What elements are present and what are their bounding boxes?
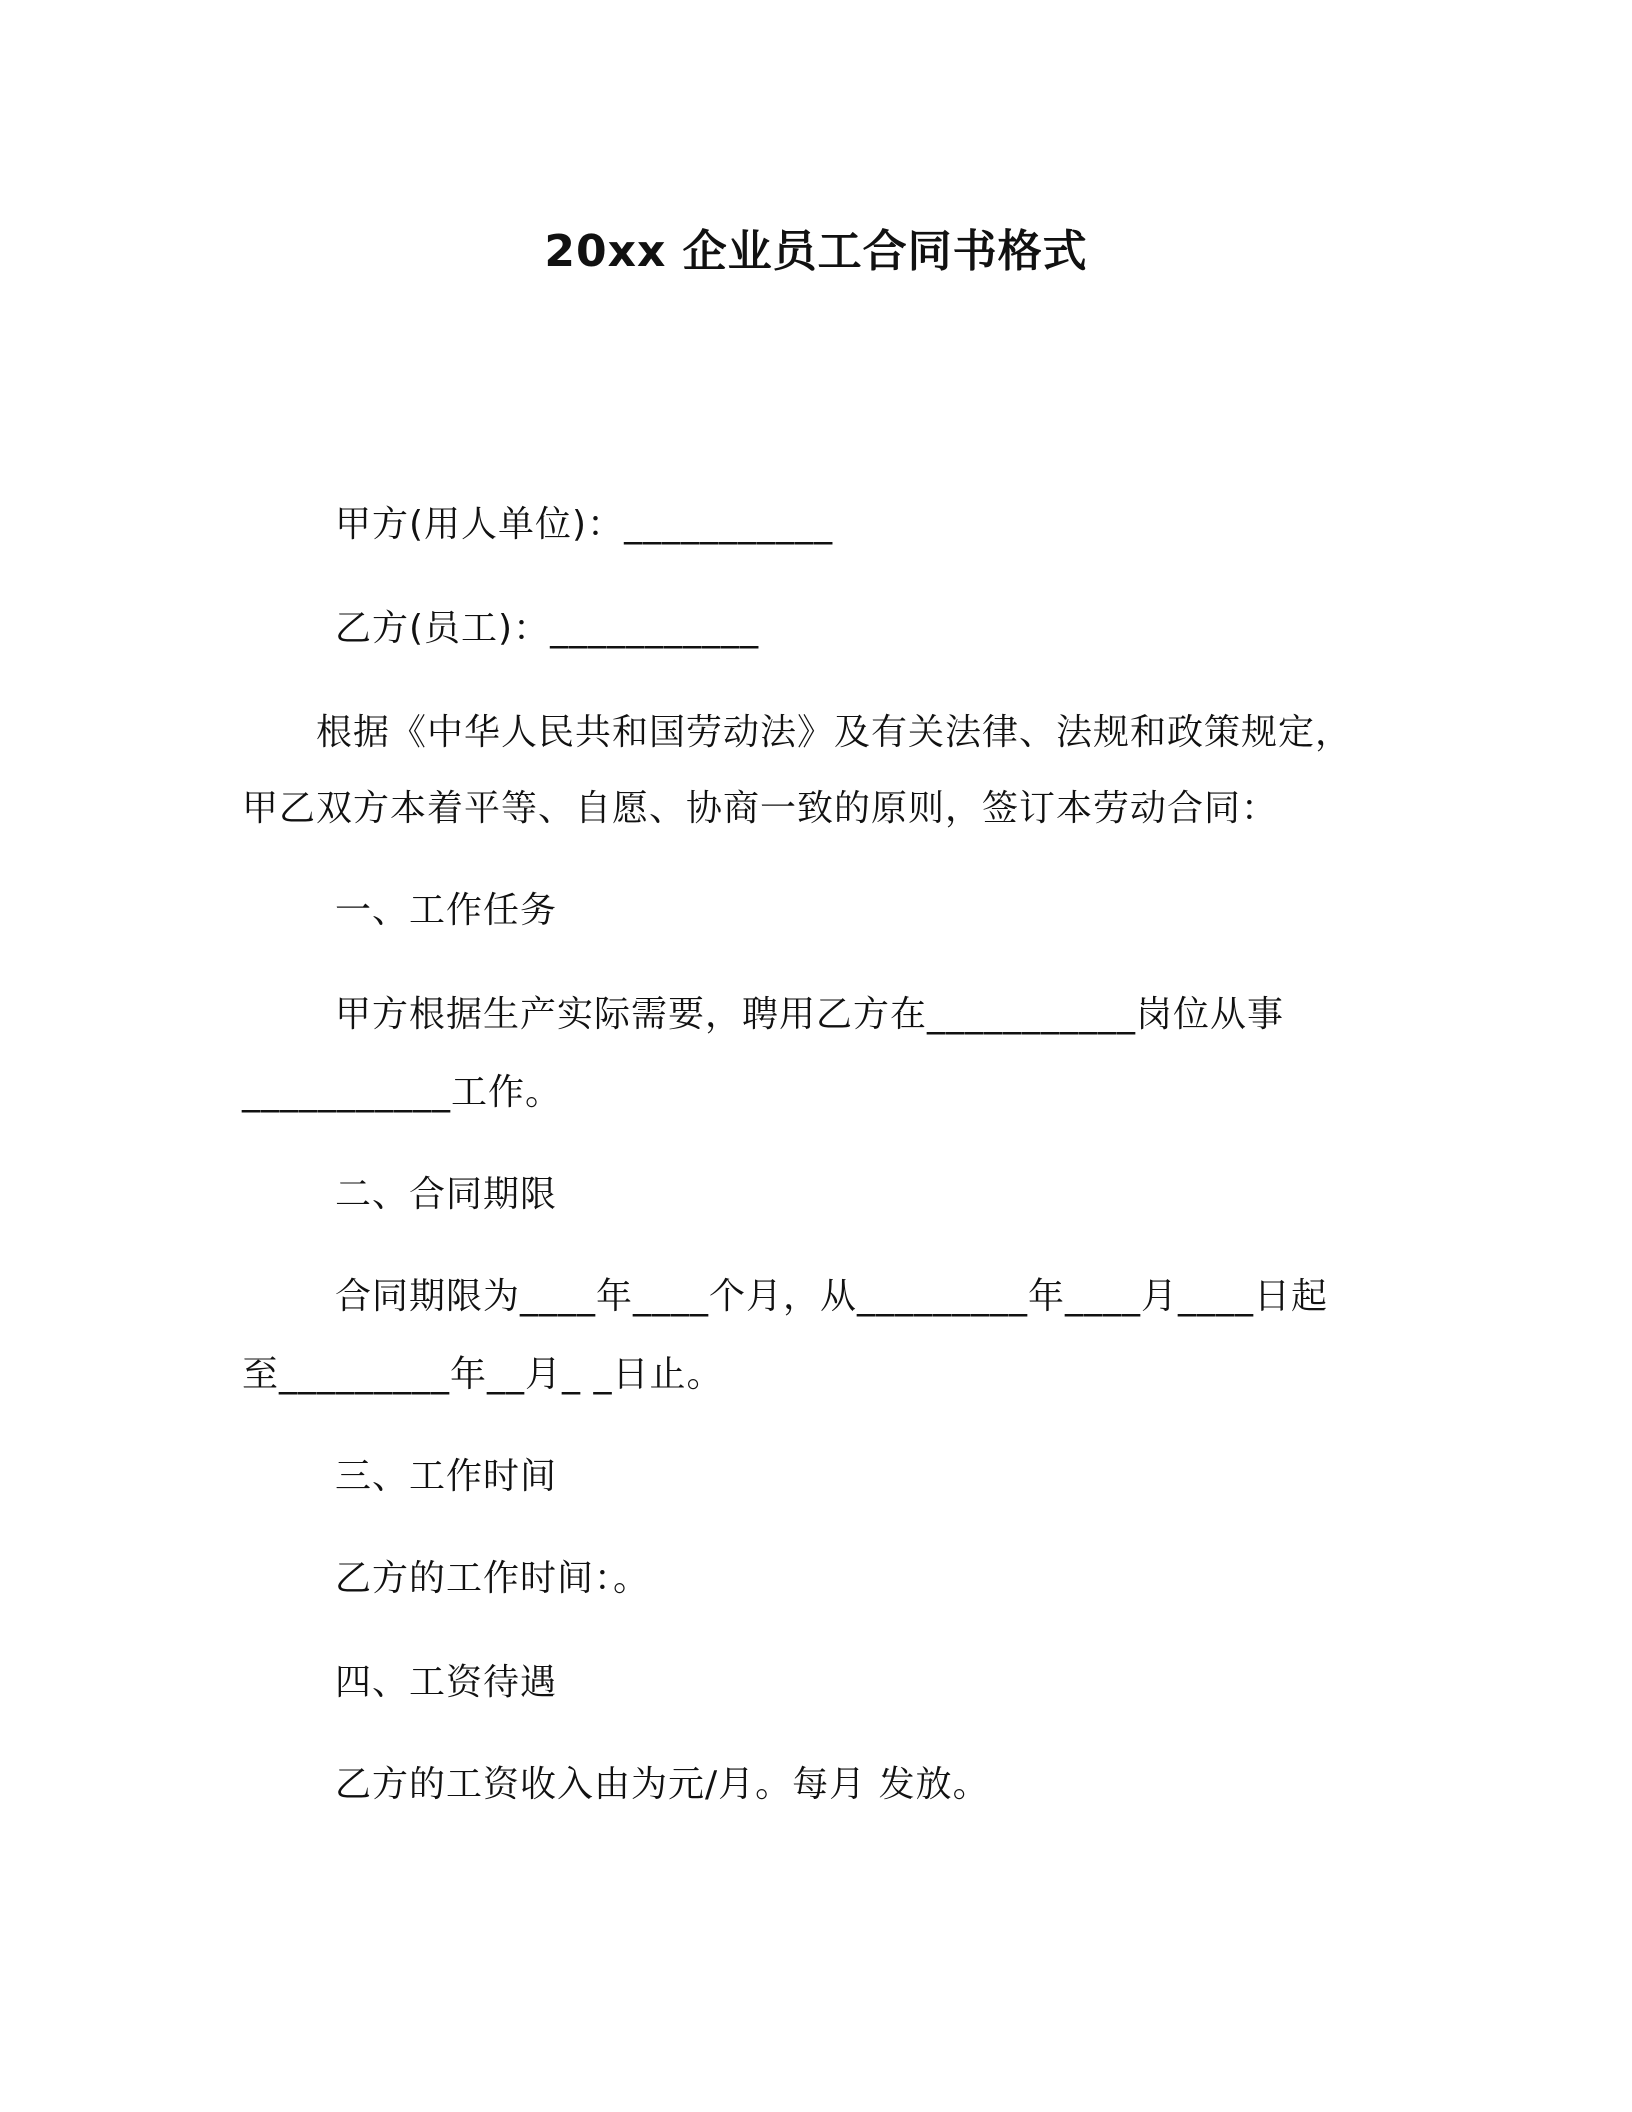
salary-line: 乙方的工资收入由为元/月。每月 发放。 [335,1764,990,1805]
party-b-line: 乙方(员工)：___________ [335,608,760,649]
document-title: 20xx 企业员工合同书格式 [544,226,1088,277]
preamble-line-2: 甲乙双方本着平等、自愿、协商一致的原则，签订本劳动合同： [242,788,1279,829]
working-hours-line: 乙方的工作时间：。 [335,1558,651,1599]
work-task-line-2: ___________工作。 [242,1072,563,1113]
work-task-line-1: 甲方根据生产实际需要，聘用乙方在___________岗位从事 [335,994,1285,1035]
section-heading-salary: 四、工资待遇 [335,1662,558,1703]
contract-term-line-2: 至_________年__月_ _日止。 [242,1354,724,1395]
contract-term-line-1: 合同期限为____年____个月，从_________年____月____日起 [335,1276,1329,1317]
party-a-line: 甲方(用人单位)：___________ [335,504,834,545]
section-heading-working-hours: 三、工作时间 [335,1456,558,1497]
section-heading-work-task: 一、工作任务 [335,890,558,931]
section-heading-contract-term: 二、合同期限 [335,1174,558,1215]
preamble-line-1: 根据《中华人民共和国劳动法》及有关法律、法规和政策规定， [316,712,1353,753]
